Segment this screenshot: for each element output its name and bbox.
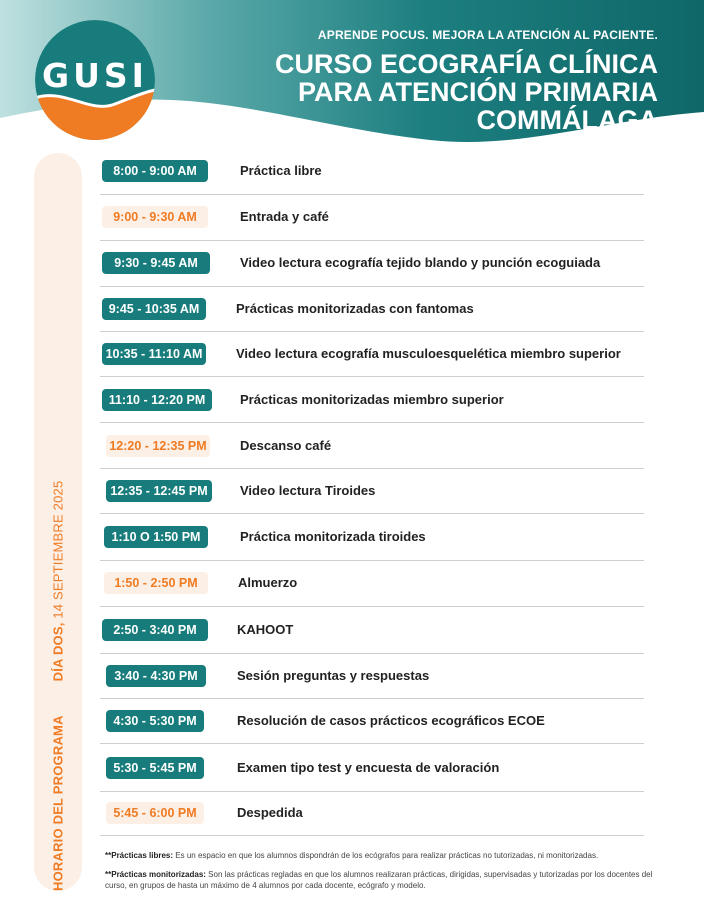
- time-slot: 2:50 - 3:40 PM: [102, 619, 208, 641]
- time-slot: 10:35 - 11:10 AM: [102, 343, 206, 365]
- activity-label: Descanso café: [240, 438, 332, 453]
- footnotes: [105, 850, 665, 899]
- activity-label: Video lectura Tiroides: [240, 483, 376, 498]
- schedule-row: [100, 159, 644, 195]
- day-label: [51, 481, 66, 716]
- course-title: [218, 50, 658, 134]
- schedule-row: [100, 342, 644, 377]
- schedule-row: [100, 709, 644, 744]
- schedule-row: [100, 664, 644, 699]
- tagline: APRENDE POCUS. MEJORA LA ATENCIÓN AL PACIENTE.: [317, 28, 658, 42]
- time-slot: 3:40 - 4:30 PM: [106, 665, 206, 687]
- day-date: 14 SEPTIEMBRE 2025: [50, 480, 66, 623]
- schedule-row: [100, 571, 644, 607]
- day-prefix: DÍA DOS,: [50, 622, 66, 682]
- schedule-row: [100, 251, 644, 287]
- activity-label: Video lectura ecografía tejido blando y punción ecoguiada: [240, 255, 601, 270]
- activity-label: Práctica monitorizada tiroides: [240, 529, 426, 544]
- time-slot: 5:30 - 5:45 PM: [106, 757, 204, 779]
- activity-label: Despedida: [237, 805, 303, 820]
- time-slot: 12:20 - 12:35 PM: [106, 435, 210, 457]
- time-slot: 5:45 - 6:00 PM: [106, 802, 204, 824]
- gusi-logo: [35, 20, 155, 140]
- activity-label: KAHOOT: [237, 622, 294, 637]
- activity-label: Prácticas monitorizadas con fantomas: [236, 301, 474, 316]
- note-free-practice: **Prácticas libres: Es un espacio en que los alumnos dispondrán de los ecógrafos para realizar prácticas no tutorizadas, ni monitorizadas.: [105, 851, 599, 860]
- activity-label: Resolución de casos prácticos ecográficos ECOE: [237, 713, 545, 728]
- activity-label: Video lectura ecografía musculoesquelética miembro superior: [236, 346, 621, 361]
- activity-label: Sesión preguntas y respuestas: [237, 668, 430, 683]
- schedule-row: [100, 479, 644, 514]
- schedule-row: [100, 205, 644, 241]
- activity-label: Examen tipo test y encuesta de valoración: [237, 760, 500, 775]
- time-slot: 4:30 - 5:30 PM: [106, 710, 204, 732]
- program-schedule-label: HORARIO DEL PROGRAMA: [50, 715, 66, 891]
- schedule-row: [100, 297, 644, 332]
- sidebar-label: [51, 153, 66, 891]
- schedule-row: [100, 388, 644, 423]
- schedule-row: [100, 434, 644, 469]
- note-monitored-practice: **Prácticas monitorizadas: Son las prácticas regladas en que los alumnos realizaran prácticas, dirigidas, supervisadas y tutorizadas por los docentes del curso, en grupos de hasta un máximo de 4 alumnos por cada docente, ecógrafo y modelo.: [105, 870, 653, 890]
- time-slot: 9:00 - 9:30 AM: [102, 206, 208, 228]
- title-line-3: COMMÁLAGA: [476, 105, 658, 135]
- activity-label: Práctica libre: [240, 163, 322, 178]
- schedule-row: [100, 525, 644, 561]
- schedule-row: [100, 801, 644, 836]
- time-slot: 1:10 O 1:50 PM: [104, 526, 208, 548]
- logo-text: GUSI: [42, 56, 148, 95]
- time-slot: 1:50 - 2:50 PM: [104, 572, 208, 594]
- schedule-row: [100, 756, 644, 792]
- title-line-2: PARA ATENCIÓN PRIMARIA: [298, 77, 658, 107]
- time-slot: 9:45 - 10:35 AM: [102, 298, 206, 320]
- time-slot: 11:10 - 12:20 PM: [102, 389, 212, 411]
- activity-label: Entrada y café: [240, 209, 329, 224]
- title-line-1: CURSO ECOGRAFÍA CLÍNICA: [275, 49, 658, 79]
- schedule-row: [100, 618, 644, 654]
- activity-label: Prácticas monitorizadas miembro superior: [240, 392, 504, 407]
- time-slot: 8:00 - 9:00 AM: [102, 160, 208, 182]
- header-banner: [0, 0, 704, 160]
- time-slot: 12:35 - 12:45 PM: [106, 480, 212, 502]
- activity-label: Almuerzo: [238, 575, 298, 590]
- time-slot: 9:30 - 9:45 AM: [102, 252, 210, 274]
